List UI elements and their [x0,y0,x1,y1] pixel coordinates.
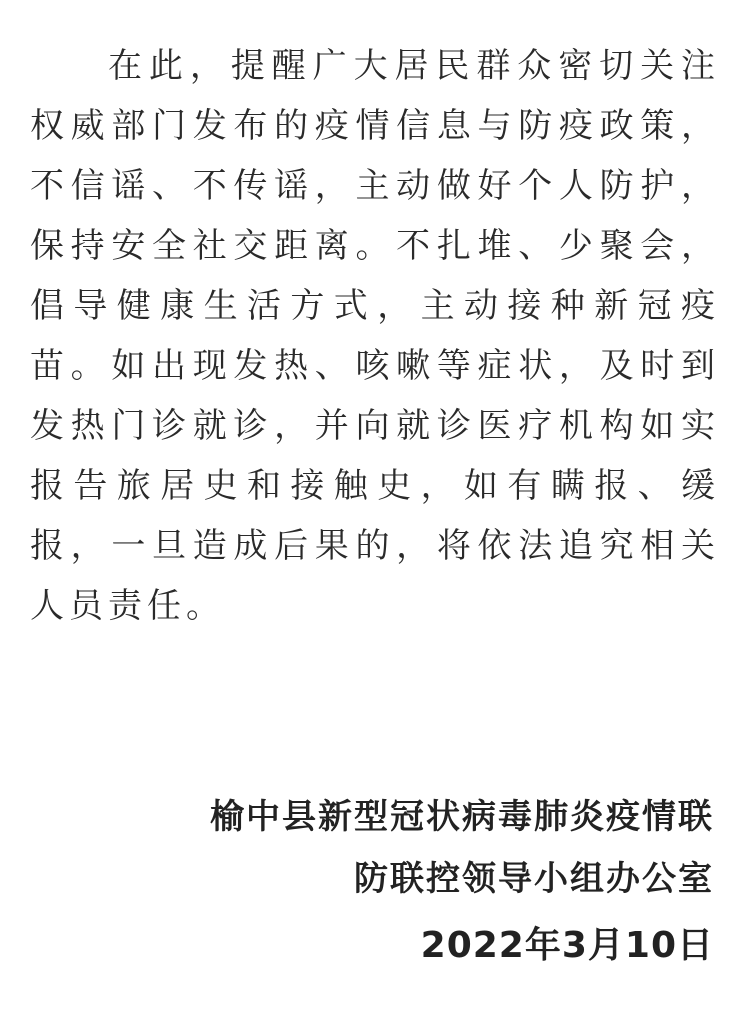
issue-date: 2022年3月10日 [420,925,714,966]
signature-block [74,786,714,976]
notice-paragraph: 在此，提醒广大居民群众密切关注权威部门发布的疫情信息与防疫政策，不信谣、不传谣，主动做好个人防护，保持安全社交距离。不扎堆、少聚会，倡导健康生活方式，主动接种新冠疫苗。如出现发热、咳嗽等症状，及时到发热门诊就诊，并向就诊医疗机构如实报告旅居史和接触史，如有瞒报、缓报，一旦造成后果的，将依法追究相关人员责任。 [30,46,720,626]
issuing-organization-line-1: 榆中县新型冠状病毒肺炎疫情联 [210,797,714,837]
issuing-organization-line-2: 防联控领导小组办公室 [354,859,714,899]
